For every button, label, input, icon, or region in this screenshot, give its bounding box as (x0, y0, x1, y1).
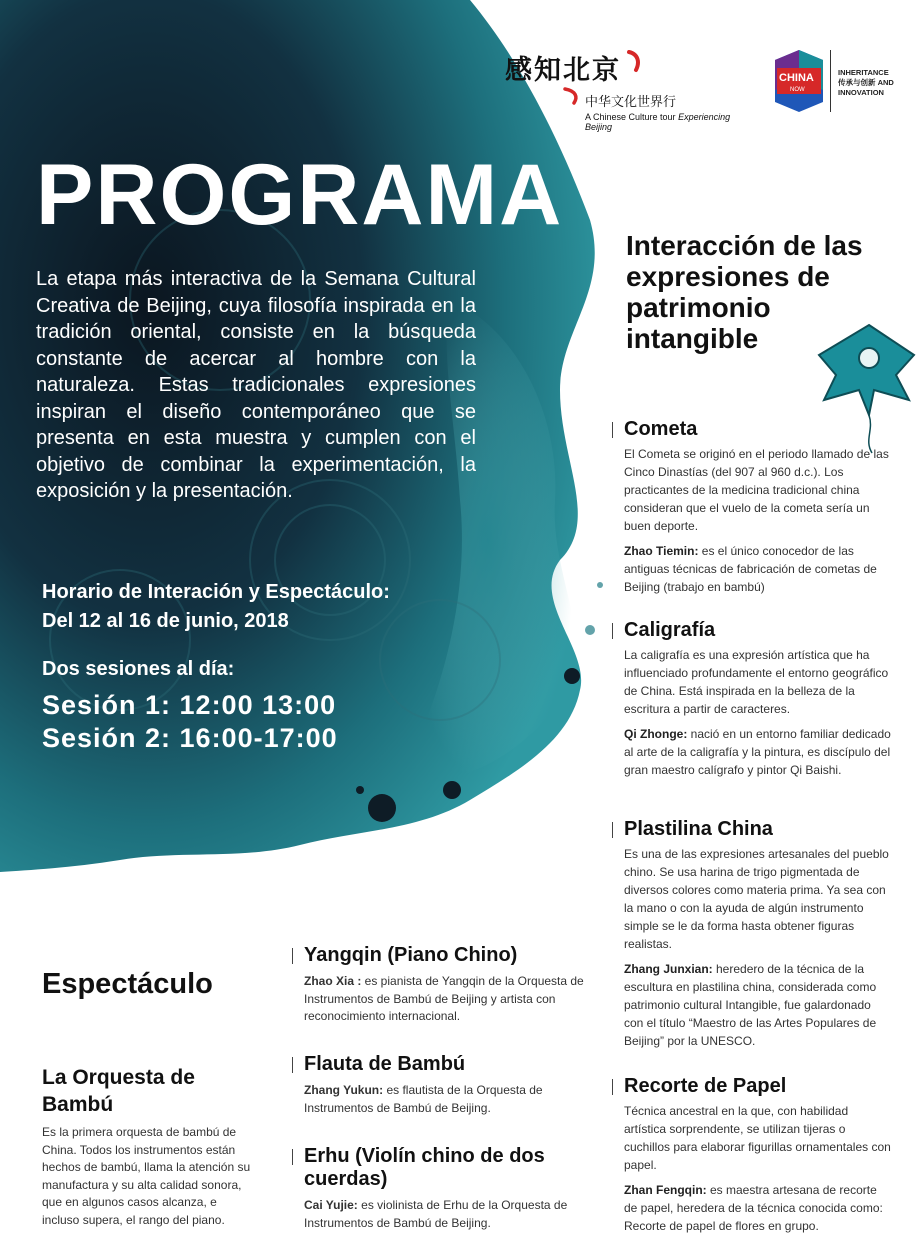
china-now-label: CHINA (779, 72, 814, 84)
schedule-block (42, 578, 390, 636)
inheritance-innovation-logo: INHERITANCE 传承与创新 AND INNOVATION (838, 68, 894, 97)
performer-heading: Erhu (Violín chino de dos cuerdas) (304, 1145, 545, 1190)
right-column-title: Interacción de las expresiones de patrimonio intangible (626, 230, 863, 354)
section-text: Es una de las expresiones artesanales del pueblo chino. Se usa harina de trigo pigmentada de diversos colores como materia prima. Ya sea con la mano o con la ayuda de algún instrumento simple se le da forma hasta obtener figuras realistas. (624, 847, 889, 951)
performer-text: Cai Yujie: es violinista de Erhu de la Orquesta de Instrumentos de Bambú de Beijing. (304, 1198, 568, 1230)
performer-heading: Flauta de Bambú (304, 1053, 466, 1075)
section-caligrafia (612, 619, 892, 786)
section-text: El Cometa se originó en el periodo llamado de las Cinco Dinastías (del 907 al 960 d.c.). Los practicantes de la medicina tradicional china consideran que el vuelo de la cometa sería un buen deporte. (624, 447, 889, 533)
intro-paragraph: La etapa más interactiva de la Semana Cultural Creativa de Beijing, cuya filosofía inspirada en la tradición oriental, consiste en la búsqueda constante de acercar al hombre con la naturaleza. Estas tradicionales expresiones inspiran el diseño contemporáneo que se presenta en esta muestra y cumplen con el objetivo de combinar la experimentación, la exposición y la presentación. (36, 268, 476, 502)
section-plastilina (612, 818, 892, 1057)
section-bar (612, 1079, 613, 1095)
section-bar (292, 948, 293, 964)
performer-yangqin (292, 944, 587, 1026)
performer-text: Zhao Xia : es pianista de Yangqin de la Orquesta de Instrumentos de Bambú de Beijing y artista con reconocimiento internacional. (304, 974, 584, 1023)
logo-tagline: A Chinese Culture tour Experiencing Beijing (585, 112, 731, 132)
page-title: PROGRAMA (36, 147, 564, 243)
section-bar (612, 422, 613, 438)
logo-chinese-subtitle: 中华文化世界行 (585, 94, 677, 109)
section-text: La caligrafía es una expresión artística que ha influenciado profundamente el entorno geográfico de China. Está inspirada en la belleza de la escritura a partir de caracteres. (624, 648, 889, 716)
sessions-heading: Dos sesiones al día: (42, 658, 235, 680)
china-now-sublabel: NOW (790, 87, 805, 93)
espectaculo-heading: Espectáculo (42, 968, 213, 1000)
orquesta-text: Es la primera orquesta de bambú de China. Todos los instrumentos están hechos de bambú, llama la atención su manufactura y su alta calidad sonora, que en algunos casos alcanza, e incluso supera, el rango del piano. (42, 1125, 251, 1227)
logo-chinese-title: 感知北京 (505, 55, 621, 86)
performer-text: Zhang Yukun: es flautista de la Orquesta de Instrumentos de Bambú de Beijing. (304, 1083, 543, 1115)
performer-flauta (292, 1053, 587, 1117)
performer-heading: Yangqin (Piano Chino) (304, 944, 518, 966)
session-2: Sesión 2: 16:00-17:00 (42, 723, 338, 753)
schedule-heading: Horario de Interación y Espectáculo: (42, 581, 390, 603)
section-heading: Caligrafía (624, 619, 716, 641)
china-now-logo (775, 50, 823, 112)
session-1: Sesión 1: 12:00 13:00 (42, 690, 337, 720)
section-person: Qi Zhonge: nació en un entorno familiar dedicado al arte de la caligrafía y la pintura, es discípulo del gran maestro calígrafo y pintor Qi Baishi. (624, 727, 891, 777)
red-swirl-icon (626, 50, 642, 74)
section-recorte (612, 1075, 892, 1242)
section-bar (292, 1057, 293, 1073)
performer-erhu (292, 1145, 587, 1232)
orquesta-title: La Orquesta de Bambú (42, 1066, 195, 1116)
section-cometa (612, 418, 892, 603)
section-person: Zhao Tiemin: es el único conocedor de las antiguas técnicas de fabricación de cometas de Beijing (trabajo en bambú) (624, 544, 877, 594)
section-heading: Recorte de Papel (624, 1075, 787, 1097)
schedule-dates: Del 12 al 16 de junio, 2018 (42, 610, 289, 632)
section-heading: Plastilina China (624, 818, 773, 840)
red-swirl-small-icon (562, 86, 582, 106)
section-bar (612, 822, 613, 838)
section-bar (612, 623, 613, 639)
section-heading: Cometa (624, 418, 698, 440)
section-bar (292, 1149, 293, 1165)
section-text: Técnica ancestral en la que, con habilidad artística sorprendente, se utilizan tijeras o cuchillos para elaborar figurillas ornamentales con papel. (624, 1104, 891, 1172)
section-person: Zhan Fengqin: es maestra artesana de recorte de papel, heredera de la técnica conocida como: Recorte de papel de flores en grupo. (624, 1183, 883, 1233)
section-person: Zhang Junxian: heredero de la técnica de la escultura en plastilina china, considerada como patrimonio cultural Intangible, fue galardonado con el título “Maestro de las Artes Populares de Beijing” por la UNESCO. (624, 962, 877, 1048)
logo-divider (830, 50, 831, 112)
